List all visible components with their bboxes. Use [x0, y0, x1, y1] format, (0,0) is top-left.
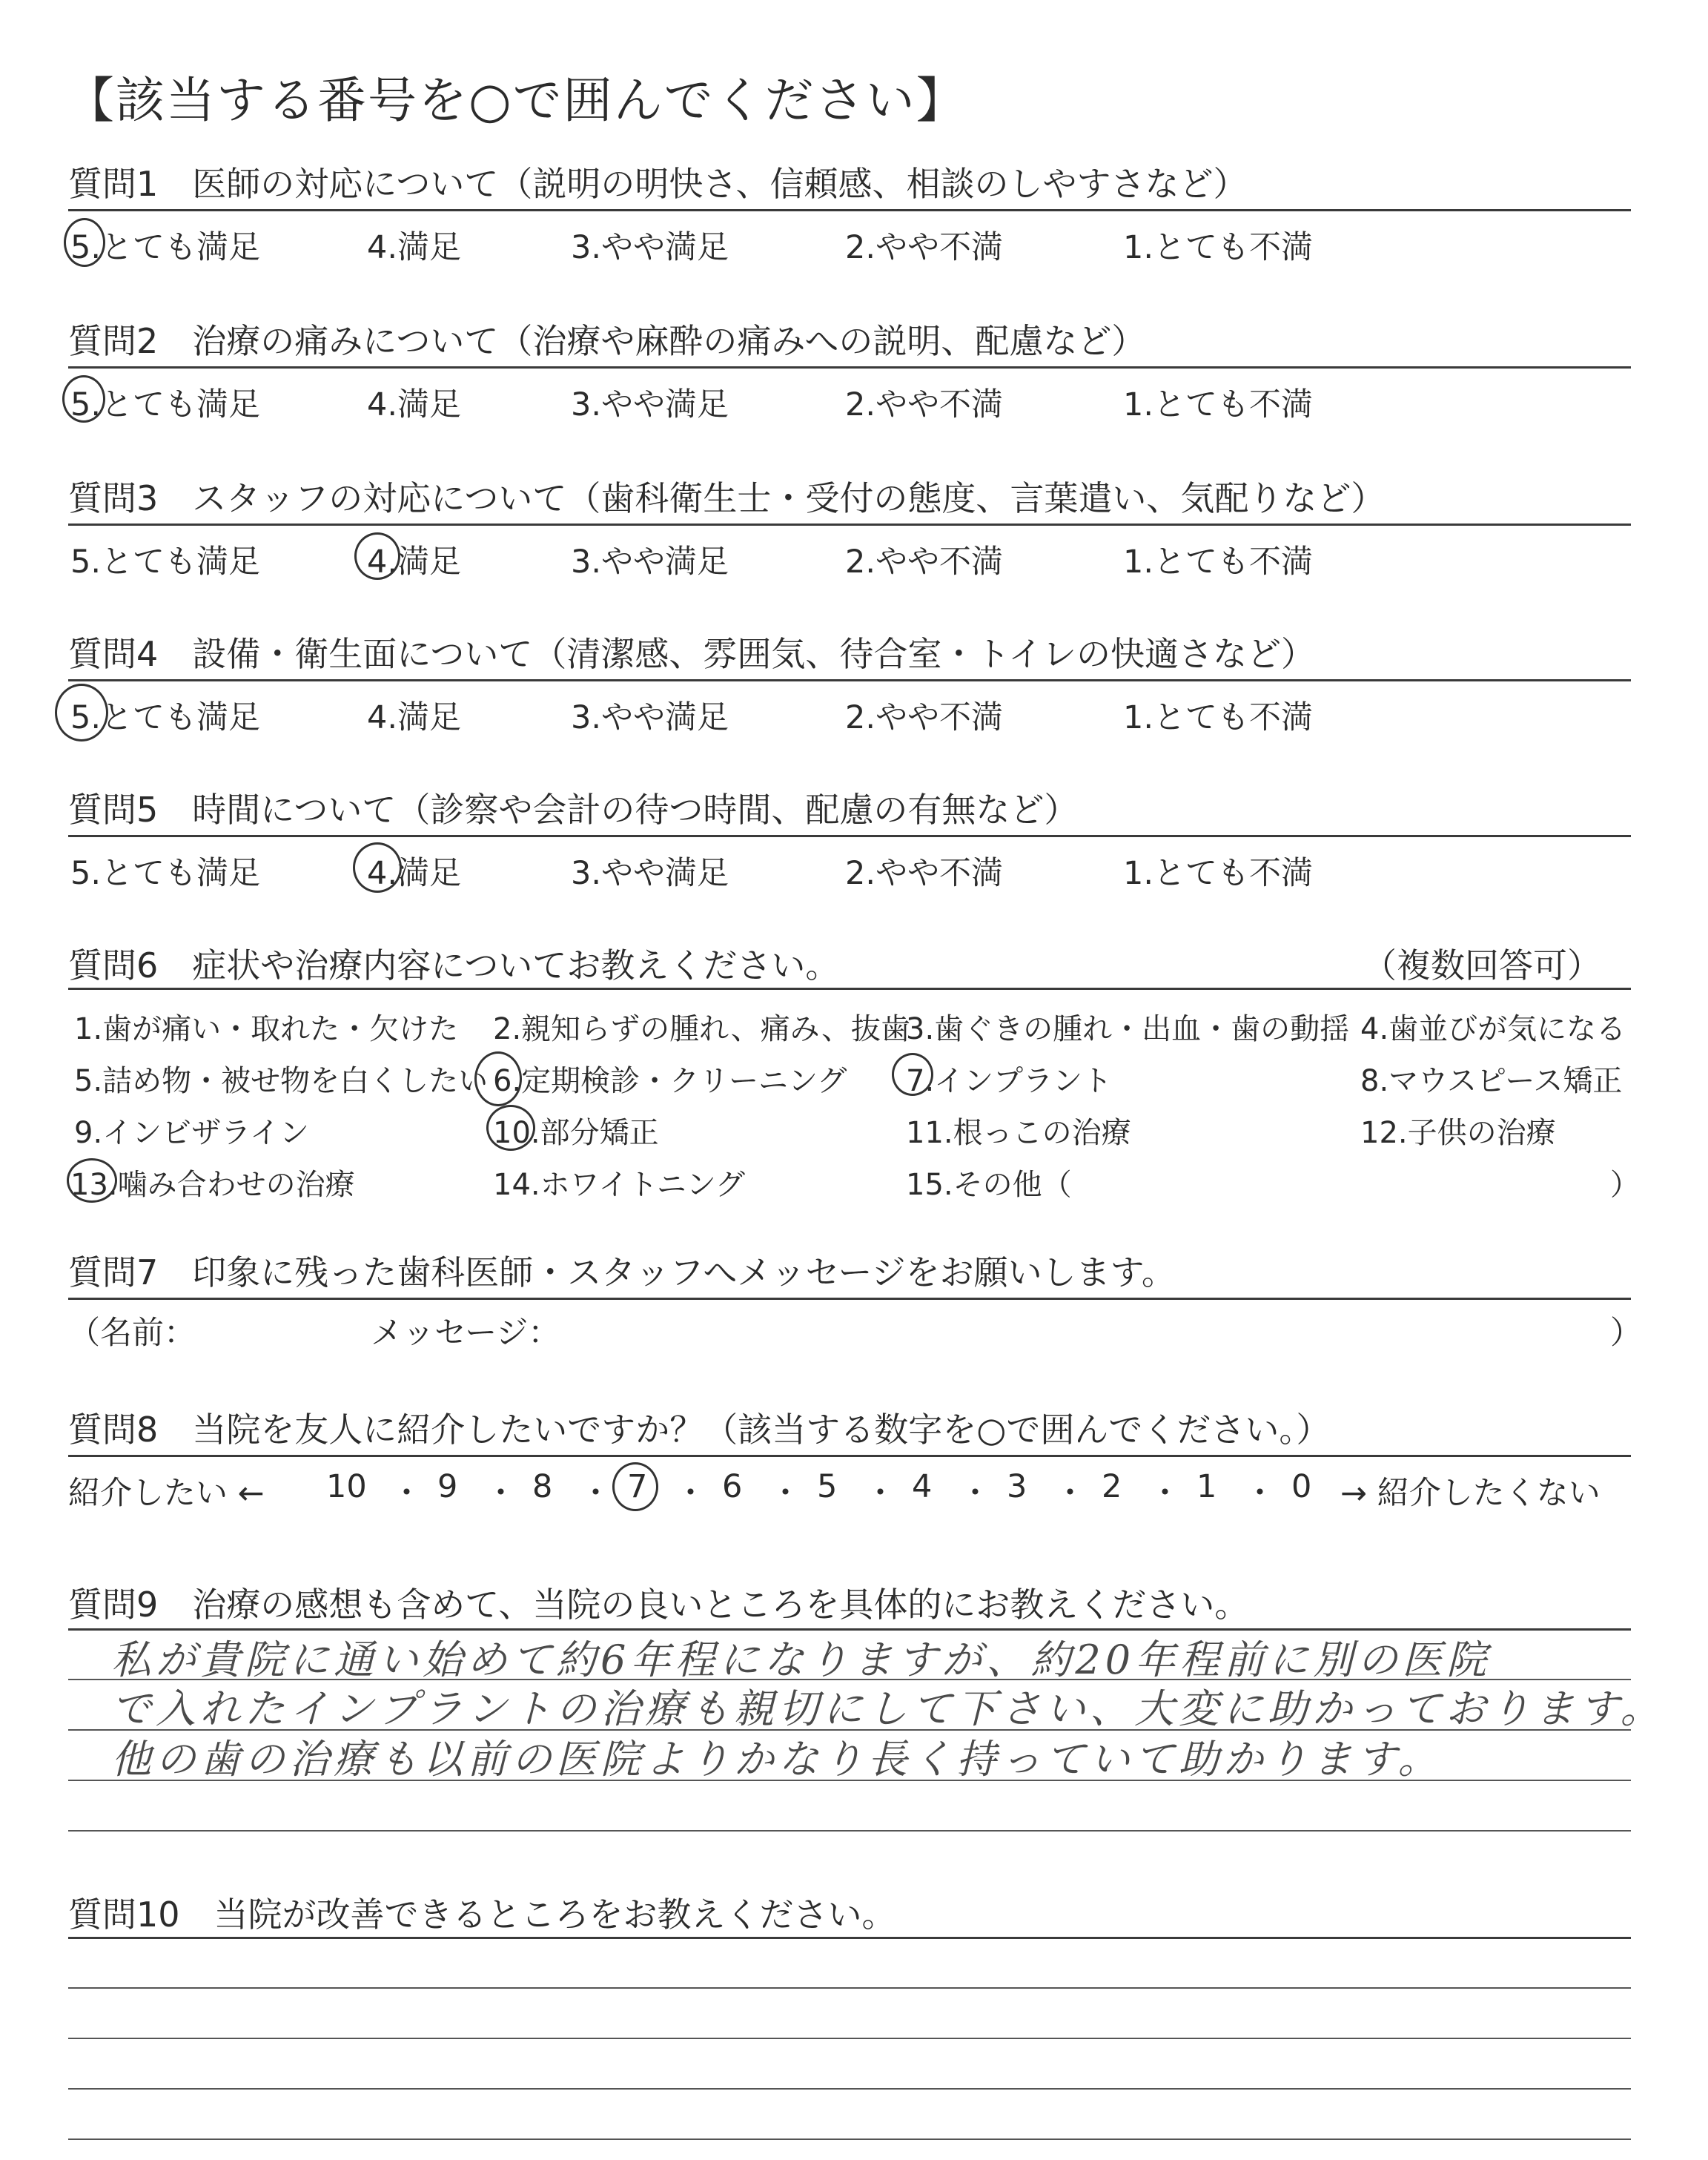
scale-dot: ・: [485, 1475, 517, 1512]
question-title: 質問5 時間について（診察や会計の待つ時間、配慮の有無など）: [68, 790, 1079, 830]
option-1[interactable]: 1.とても不満: [1123, 229, 1314, 266]
question-title: 質問8 当院を友人に紹介したいですか？（該当する数字を○で囲んでください。）: [68, 1410, 1331, 1450]
scale-dot: ・: [580, 1475, 612, 1512]
question-title: 質問4 設備・衛生面について（清潔感、雰囲気、待合室・トイレの快適さなど）: [68, 634, 1316, 674]
scale-6[interactable]: 6: [722, 1468, 743, 1505]
scale-1[interactable]: 1: [1196, 1468, 1217, 1505]
q6-option-5[interactable]: 5.詰め物・被せ物を白くしたい: [74, 1064, 489, 1098]
scale-dot: ・: [769, 1475, 801, 1512]
divider: [68, 1455, 1631, 1457]
answer-circle: [353, 842, 402, 893]
option-2[interactable]: 2.やや不満: [845, 699, 1004, 736]
answer-line: [68, 1987, 1631, 1989]
scale-10[interactable]: 10: [326, 1468, 367, 1505]
option-5[interactable]: 5.とても満足: [70, 544, 261, 581]
option-3[interactable]: 3.やや満足: [571, 855, 729, 892]
answer-line: [68, 2088, 1631, 2090]
option-3[interactable]: 3.やや満足: [571, 386, 729, 423]
handwritten-answer-line: で入れたインプラントの治療も親切にして下さい、大変に助かっております。: [111, 1685, 1665, 1732]
scale-7[interactable]: 7: [627, 1468, 648, 1505]
option-5[interactable]: 5.とても満足: [70, 855, 261, 892]
q6-option-10[interactable]: 10.部分矯正: [493, 1116, 659, 1150]
divider: [68, 366, 1631, 369]
option-4[interactable]: 4.満足: [367, 229, 462, 266]
divider: [68, 988, 1631, 990]
q6-option-14[interactable]: 14.ホワイトニング: [493, 1168, 746, 1202]
answer-circle: [892, 1053, 933, 1096]
scale-2[interactable]: 2: [1102, 1468, 1122, 1505]
q6-option-2[interactable]: 2.親知らずの腫れ、痛み、抜歯: [493, 1012, 910, 1046]
answer-circle: [64, 218, 105, 267]
q6-option-11[interactable]: 11.根っこの治療: [906, 1116, 1131, 1150]
question-title: 質問9 治療の感想も含めて、当院の良いところを具体的にお教えください。: [68, 1585, 1249, 1625]
answer-circle: [354, 532, 400, 580]
option-2[interactable]: 2.やや不満: [845, 229, 1004, 266]
option-1[interactable]: 1.とても不満: [1123, 386, 1314, 423]
option-3[interactable]: 3.やや満足: [571, 544, 729, 581]
form-title: 【該当する番号を○で囲んでください】: [65, 72, 967, 129]
answer-circle: [55, 684, 108, 742]
q6-option-9[interactable]: 9.インビザライン: [74, 1116, 309, 1150]
scale-0[interactable]: 0: [1291, 1468, 1312, 1505]
scale-8[interactable]: 8: [532, 1468, 553, 1505]
option-5[interactable]: 5.とても満足: [70, 229, 261, 266]
option-1[interactable]: 1.とても不満: [1123, 855, 1314, 892]
question-title: 質問3 スタッフの対応について（歯科衛生士・受付の態度、言葉遣い、気配りなど）: [68, 478, 1386, 518]
scale-dot: ・: [1054, 1475, 1086, 1512]
divider: [68, 1937, 1631, 1939]
option-1[interactable]: 1.とても不満: [1123, 544, 1314, 581]
recommend-right-label: → 紹介したくない: [1340, 1475, 1601, 1512]
option-3[interactable]: 3.やや満足: [571, 699, 729, 736]
scale-dot: ・: [1244, 1475, 1276, 1512]
option-4[interactable]: 4.満足: [367, 544, 462, 581]
answer-circle: [67, 1158, 117, 1203]
message-label: メッセージ：: [371, 1315, 560, 1352]
q6-option-15[interactable]: 15.その他（: [906, 1168, 1072, 1202]
scale-dot: ・: [391, 1475, 423, 1512]
option-2[interactable]: 2.やや不満: [845, 386, 1004, 423]
question-title: 質問2 治療の痛みについて（治療や麻酔の痛みへの説明、配慮など）: [68, 321, 1146, 361]
scale-dot: ・: [1149, 1475, 1181, 1512]
option-4[interactable]: 4.満足: [367, 699, 462, 736]
answer-line: [68, 2138, 1631, 2140]
answer-circle: [486, 1105, 535, 1151]
option-2[interactable]: 2.やや不満: [845, 544, 1004, 581]
option-5[interactable]: 5.とても満足: [70, 386, 261, 423]
option-4[interactable]: 4.満足: [367, 855, 462, 892]
scale-dot: ・: [864, 1475, 896, 1512]
divider: [68, 1298, 1631, 1300]
other-close-paren: ）: [1610, 1168, 1640, 1202]
scale-3[interactable]: 3: [1007, 1468, 1027, 1505]
option-4[interactable]: 4.満足: [367, 386, 462, 423]
question-title: 質問7 印象に残った歯科医師・スタッフへメッセージをお願いします。: [68, 1252, 1176, 1292]
option-3[interactable]: 3.やや満足: [571, 229, 729, 266]
close-paren: ）: [1610, 1315, 1642, 1352]
answer-circle: [474, 1051, 522, 1106]
scale-dot: ・: [959, 1475, 991, 1512]
answer-line: [68, 2038, 1631, 2039]
q6-option-8[interactable]: 8.マウスピース矯正: [1360, 1064, 1623, 1098]
divider: [68, 209, 1631, 211]
q6-option-4[interactable]: 4.歯並びが気になる: [1360, 1012, 1626, 1046]
answer-circle: [62, 375, 105, 423]
q6-option-12[interactable]: 12.子供の治療: [1360, 1116, 1556, 1150]
answer-circle: [612, 1462, 658, 1511]
divider: [68, 835, 1631, 837]
question-title: 質問6 症状や治療内容についてお教えください。: [68, 945, 840, 985]
multiple-answer-note: （複数回答可）: [1363, 945, 1601, 985]
handwritten-answer-line: 他の歯の治療も以前の医院よりかなり長く持っていて助かります。: [111, 1736, 1443, 1783]
q6-option-7[interactable]: 7.インプラント: [906, 1064, 1113, 1098]
question-title: 質問10 当院が改善できるところをお教えください。: [68, 1895, 896, 1935]
q6-option-3[interactable]: 3.歯ぐきの腫れ・出血・歯の動揺: [906, 1012, 1350, 1046]
q6-option-1[interactable]: 1.歯が痛い・取れた・欠けた: [74, 1012, 459, 1046]
option-5[interactable]: 5.とても満足: [70, 699, 261, 736]
scale-4[interactable]: 4: [912, 1468, 933, 1505]
q6-option-6[interactable]: 6.定期検診・クリーニング: [493, 1064, 847, 1098]
name-label: （名前：: [68, 1315, 196, 1352]
scale-9[interactable]: 9: [437, 1468, 458, 1505]
option-1[interactable]: 1.とても不満: [1123, 699, 1314, 736]
answer-line: [68, 1830, 1631, 1832]
recommend-left-label: 紹介したい ←: [68, 1475, 265, 1512]
handwritten-answer-line: 私が貴院に通い始めて約6年程になりますが、約20年程前に別の医院: [111, 1636, 1492, 1683]
divider: [68, 679, 1631, 681]
q6-option-13[interactable]: 13.噛み合わせの治療: [70, 1168, 355, 1202]
scale-dot: ・: [675, 1475, 706, 1512]
divider: [68, 524, 1631, 526]
question-title: 質問1 医師の対応について（説明の明快さ、信頼感、相談のしやすさなど）: [68, 164, 1248, 204]
option-2[interactable]: 2.やや不満: [845, 855, 1004, 892]
scale-5[interactable]: 5: [817, 1468, 838, 1505]
